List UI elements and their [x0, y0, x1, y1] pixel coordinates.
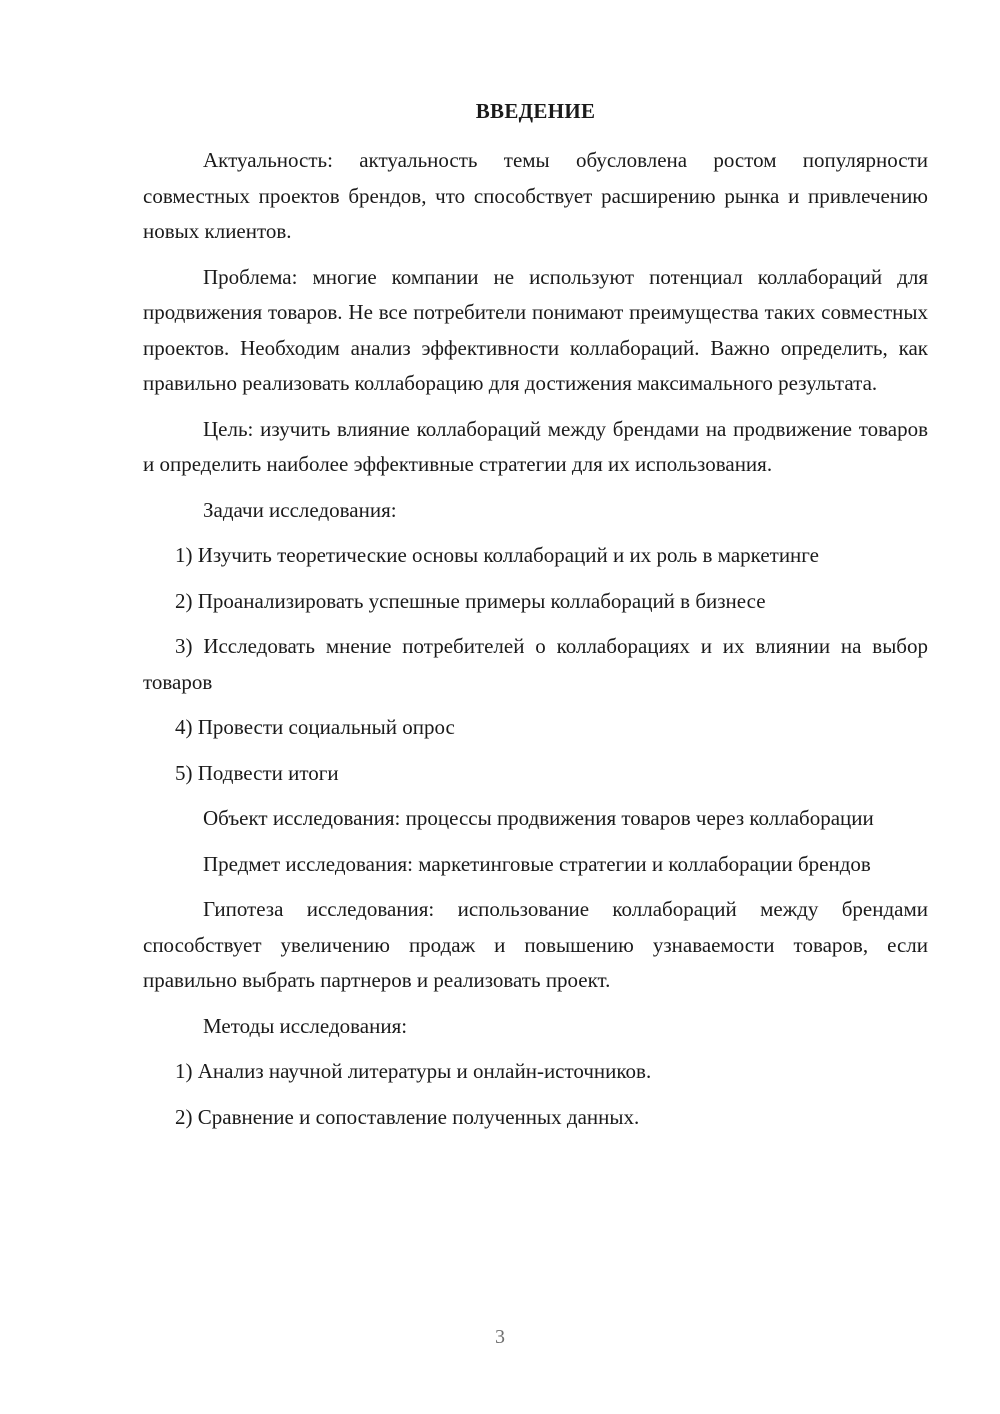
task-item: 5) Подвести итоги [175, 760, 339, 785]
relevance-paragraph: Актуальность: актуальность темы обусловлена ростом популярности совместных проектов брендов, что способствует расширению рынка и привлечению новых клиентов. [143, 148, 928, 243]
task-item: 1) Изучить теоретические основы коллабораций и их роль в маркетинге [175, 543, 819, 567]
goal-paragraph: Цель: изучить влияние коллабораций между брендами на продвижение товаров и определить наиболее эффективные стратегии для их использования. [143, 416, 928, 476]
tasks-title: Задачи исследования: [203, 497, 397, 522]
methods-title: Методы исследования: [203, 1013, 408, 1038]
task-item: 4) Провести социальный опрос [175, 715, 455, 739]
page-number: 3 [495, 1326, 505, 1348]
hypothesis-paragraph: Гипотеза исследования: использование коллабораций между брендами способствует увеличению продаж и повышению узнаваемости товаров, если правильно выбрать партнеров и реализовать проект. [143, 897, 928, 992]
task-item: 2) Проанализировать успешные примеры коллабораций в бизнесе [175, 588, 766, 613]
method-item: 2) Сравнение и сопоставление полученных данных. [175, 1104, 640, 1129]
section-heading: ВВЕДЕНИЕ [475, 99, 596, 123]
subject-paragraph: Предмет исследования: маркетинговые стратегии и коллаборации брендов [203, 851, 871, 876]
document-page [143, 94, 928, 1145]
method-item: 1) Анализ научной литературы и онлайн-источников. [175, 1059, 652, 1083]
task-item: 3) Исследовать мнение потребителей о коллаборациях и их влиянии на выбор товаров [143, 634, 928, 694]
object-paragraph: Объект исследования: процессы продвижения товаров через коллаборации [203, 806, 874, 830]
problem-paragraph: Проблема: многие компании не используют потенциал коллабораций для продвижения товаров. Не все потребители понимают преимущества таких совместных проектов. Необходим анализ эффективности коллабораций. Важно определить, как правильно реализовать коллаборацию для достижения максимального результата. [143, 264, 928, 395]
